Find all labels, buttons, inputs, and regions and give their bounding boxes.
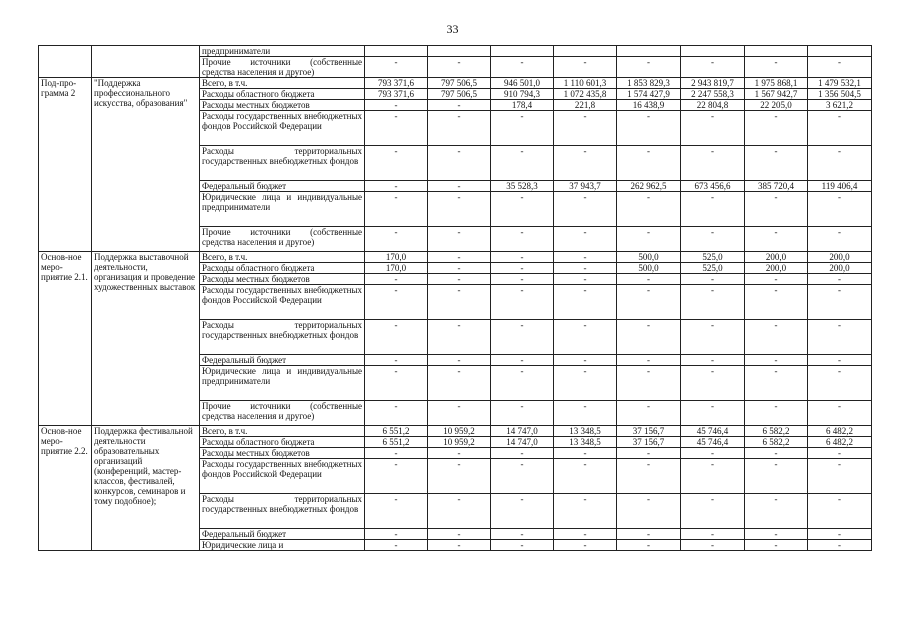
value-cell: 910 794,3 <box>491 89 554 100</box>
value-cell: - <box>745 146 808 181</box>
value-cell: - <box>428 285 491 320</box>
value-cell: - <box>554 274 617 285</box>
value-cell: - <box>808 366 872 401</box>
value-cell: - <box>745 401 808 426</box>
value-cell: - <box>681 494 745 529</box>
value-cell: - <box>617 274 681 285</box>
value-cell: 1 072 435,8 <box>554 89 617 100</box>
value-cell: - <box>554 366 617 401</box>
value-cell: 1 853 829,3 <box>617 78 681 89</box>
value-cell: - <box>554 111 617 146</box>
value-cell: - <box>428 111 491 146</box>
value-cell: 673 456,6 <box>681 181 745 192</box>
value-cell: - <box>745 320 808 355</box>
funding-source-cell: Расходы областного бюджета <box>200 437 365 448</box>
value-cell: 170,0 <box>365 263 428 274</box>
funding-source-cell: Расходы территориальных государственных внебюджетных фондов <box>200 494 365 529</box>
value-cell: - <box>681 401 745 426</box>
value-cell: - <box>491 252 554 263</box>
table-row <box>39 252 872 263</box>
value-cell: - <box>617 227 681 252</box>
value-cell: 500,0 <box>617 252 681 263</box>
value-cell: - <box>365 401 428 426</box>
value-cell: - <box>617 146 681 181</box>
value-cell: 262 962,5 <box>617 181 681 192</box>
value-cell: - <box>428 146 491 181</box>
value-cell: - <box>428 192 491 227</box>
value-cell: - <box>491 111 554 146</box>
value-cell: - <box>428 274 491 285</box>
value-cell: - <box>428 57 491 78</box>
funding-source-cell: Расходы областного бюджета <box>200 89 365 100</box>
funding-source-cell: Расходы местных бюджетов <box>200 448 365 459</box>
value-cell <box>365 46 428 57</box>
value-cell: - <box>745 366 808 401</box>
value-cell: - <box>745 111 808 146</box>
value-cell: - <box>554 540 617 551</box>
value-cell: - <box>681 285 745 320</box>
value-cell: 525,0 <box>681 252 745 263</box>
value-cell: - <box>745 274 808 285</box>
funding-source-cell: Прочие источники (собственные средства населения и другое) <box>200 57 365 78</box>
value-cell: - <box>617 459 681 494</box>
value-cell: - <box>554 192 617 227</box>
value-cell: - <box>365 57 428 78</box>
value-cell: - <box>554 494 617 529</box>
value-cell: 1 975 868,1 <box>745 78 808 89</box>
value-cell: - <box>365 192 428 227</box>
value-cell: 3 621,2 <box>808 100 872 111</box>
funding-source-cell: Юридические лица и индивидуальные предприниматели <box>200 366 365 401</box>
program-code-cell: Под-про-грамма 2 <box>39 78 92 252</box>
value-cell: - <box>681 192 745 227</box>
value-cell: 45 746,4 <box>681 437 745 448</box>
value-cell: - <box>491 274 554 285</box>
value-cell: - <box>554 320 617 355</box>
value-cell: 10 959,2 <box>428 426 491 437</box>
value-cell: - <box>491 540 554 551</box>
value-cell: - <box>428 263 491 274</box>
value-cell: - <box>491 459 554 494</box>
value-cell: - <box>808 192 872 227</box>
value-cell: - <box>681 366 745 401</box>
value-cell: 14 747,0 <box>491 426 554 437</box>
value-cell: - <box>365 100 428 111</box>
value-cell: - <box>617 192 681 227</box>
value-cell: 2 943 819,7 <box>681 78 745 89</box>
value-cell: - <box>745 529 808 540</box>
value-cell <box>428 46 491 57</box>
value-cell: - <box>491 146 554 181</box>
value-cell: - <box>428 320 491 355</box>
value-cell: - <box>808 227 872 252</box>
value-cell: - <box>428 366 491 401</box>
value-cell: 6 582,2 <box>745 437 808 448</box>
value-cell: - <box>681 111 745 146</box>
value-cell: 14 747,0 <box>491 437 554 448</box>
funding-source-cell: Расходы местных бюджетов <box>200 274 365 285</box>
value-cell: - <box>365 285 428 320</box>
value-cell: - <box>681 227 745 252</box>
value-cell: - <box>808 146 872 181</box>
value-cell: 6 551,2 <box>365 437 428 448</box>
value-cell: - <box>428 100 491 111</box>
value-cell: - <box>365 181 428 192</box>
value-cell: - <box>491 227 554 252</box>
value-cell: - <box>681 529 745 540</box>
program-code-cell <box>39 46 92 78</box>
value-cell: - <box>428 459 491 494</box>
value-cell: - <box>554 227 617 252</box>
value-cell: 2 247 558,3 <box>681 89 745 100</box>
value-cell: 1 567 942,7 <box>745 89 808 100</box>
value-cell: - <box>617 540 681 551</box>
value-cell: - <box>808 274 872 285</box>
value-cell: 178,4 <box>491 100 554 111</box>
value-cell: - <box>554 57 617 78</box>
value-cell: - <box>554 355 617 366</box>
funding-source-cell: Расходы местных бюджетов <box>200 100 365 111</box>
value-cell: - <box>617 355 681 366</box>
budget-table <box>38 45 872 551</box>
value-cell: - <box>681 355 745 366</box>
value-cell: - <box>365 459 428 494</box>
value-cell <box>491 46 554 57</box>
value-cell: 1 574 427,9 <box>617 89 681 100</box>
program-name-cell <box>92 46 200 78</box>
value-cell: - <box>365 355 428 366</box>
value-cell <box>681 46 745 57</box>
value-cell: 22 804,8 <box>681 100 745 111</box>
value-cell: - <box>681 459 745 494</box>
value-cell: - <box>491 448 554 459</box>
value-cell: - <box>745 494 808 529</box>
value-cell: - <box>617 529 681 540</box>
value-cell: 37 156,7 <box>617 426 681 437</box>
value-cell: 797 506,5 <box>428 78 491 89</box>
funding-source-cell: Всего, в т.ч. <box>200 78 365 89</box>
value-cell: - <box>491 263 554 274</box>
value-cell: 37 943,7 <box>554 181 617 192</box>
value-cell: - <box>491 285 554 320</box>
value-cell: 22 205,0 <box>745 100 808 111</box>
value-cell: - <box>681 448 745 459</box>
page-number: 33 <box>446 22 459 36</box>
value-cell: - <box>554 146 617 181</box>
value-cell: - <box>554 263 617 274</box>
value-cell: - <box>745 57 808 78</box>
value-cell: - <box>428 448 491 459</box>
value-cell: 13 348,5 <box>554 426 617 437</box>
value-cell: - <box>745 448 808 459</box>
value-cell: - <box>554 459 617 494</box>
value-cell: - <box>681 274 745 285</box>
value-cell: 946 501,0 <box>491 78 554 89</box>
value-cell <box>745 46 808 57</box>
funding-source-cell: предприниматели <box>200 46 365 57</box>
value-cell: 170,0 <box>365 252 428 263</box>
program-name-cell: Поддержка выставочной деятельности, организация и проведение художественных выставок <box>92 252 200 426</box>
value-cell: - <box>365 111 428 146</box>
value-cell: 200,0 <box>745 252 808 263</box>
value-cell: - <box>617 366 681 401</box>
value-cell: - <box>491 57 554 78</box>
value-cell: - <box>365 146 428 181</box>
value-cell: 10 959,2 <box>428 437 491 448</box>
value-cell: - <box>681 146 745 181</box>
value-cell: - <box>808 320 872 355</box>
value-cell <box>617 46 681 57</box>
value-cell: - <box>365 540 428 551</box>
value-cell <box>808 46 872 57</box>
value-cell: - <box>428 529 491 540</box>
value-cell: - <box>428 252 491 263</box>
funding-source-cell: Федеральный бюджет <box>200 529 365 540</box>
value-cell: 200,0 <box>808 263 872 274</box>
program-name-cell: "Поддержка профессионального искусства, образования" <box>92 78 200 252</box>
value-cell: 1 356 504,5 <box>808 89 872 100</box>
value-cell: 793 371,6 <box>365 89 428 100</box>
value-cell: - <box>491 355 554 366</box>
value-cell: - <box>554 285 617 320</box>
value-cell: - <box>365 529 428 540</box>
value-cell <box>554 46 617 57</box>
value-cell: - <box>617 401 681 426</box>
value-cell: - <box>681 540 745 551</box>
value-cell: - <box>491 494 554 529</box>
value-cell: 793 371,6 <box>365 78 428 89</box>
value-cell: - <box>617 320 681 355</box>
funding-source-cell: Расходы государственных внебюджетных фондов Российской Федерации <box>200 285 365 320</box>
value-cell: - <box>617 494 681 529</box>
table-row <box>39 78 872 89</box>
value-cell: - <box>745 459 808 494</box>
funding-source-cell: Юридические лица и индивидуальные предприниматели <box>200 192 365 227</box>
value-cell: - <box>428 494 491 529</box>
value-cell: - <box>428 227 491 252</box>
value-cell: - <box>428 181 491 192</box>
value-cell: 797 506,5 <box>428 89 491 100</box>
program-code-cell: Основ-ное меро-приятие 2.1. <box>39 252 92 426</box>
value-cell: - <box>745 355 808 366</box>
value-cell: - <box>365 494 428 529</box>
value-cell: 16 438,9 <box>617 100 681 111</box>
value-cell: - <box>808 494 872 529</box>
value-cell: - <box>491 366 554 401</box>
value-cell: - <box>365 366 428 401</box>
funding-source-cell: Расходы территориальных государственных внебюджетных фондов <box>200 320 365 355</box>
funding-source-cell: Прочие источники (собственные средства населения и другое) <box>200 227 365 252</box>
value-cell: - <box>745 540 808 551</box>
value-cell: - <box>681 57 745 78</box>
funding-source-cell: Расходы государственных внебюджетных фондов Российской Федерации <box>200 459 365 494</box>
value-cell: 6 551,2 <box>365 426 428 437</box>
value-cell: 221,8 <box>554 100 617 111</box>
value-cell: - <box>808 111 872 146</box>
value-cell: - <box>428 355 491 366</box>
value-cell: 1 110 601,3 <box>554 78 617 89</box>
value-cell: - <box>808 285 872 320</box>
value-cell: - <box>745 285 808 320</box>
value-cell: - <box>428 540 491 551</box>
value-cell: - <box>491 320 554 355</box>
value-cell: - <box>428 401 491 426</box>
funding-source-cell: Федеральный бюджет <box>200 181 365 192</box>
value-cell: - <box>491 401 554 426</box>
value-cell: - <box>617 57 681 78</box>
value-cell: 35 528,3 <box>491 181 554 192</box>
funding-source-cell: Федеральный бюджет <box>200 355 365 366</box>
table-row <box>39 46 872 57</box>
value-cell: - <box>617 285 681 320</box>
value-cell: - <box>808 355 872 366</box>
value-cell: - <box>365 448 428 459</box>
value-cell: - <box>745 227 808 252</box>
value-cell: 6 582,2 <box>745 426 808 437</box>
value-cell: - <box>808 529 872 540</box>
funding-source-cell: Расходы территориальных государственных внебюджетных фондов <box>200 146 365 181</box>
value-cell: - <box>808 459 872 494</box>
value-cell: 13 348,5 <box>554 437 617 448</box>
funding-source-cell: Всего, в т.ч. <box>200 252 365 263</box>
value-cell: 119 406,4 <box>808 181 872 192</box>
value-cell: - <box>365 320 428 355</box>
funding-source-cell: Всего, в т.ч. <box>200 426 365 437</box>
value-cell: - <box>554 252 617 263</box>
program-name-cell: Поддержка фестивальной деятельности образовательных организаций (конференций, мастер-классов, фестивалей, конкурсов, семинаров и тому подобное); <box>92 426 200 551</box>
value-cell: 6 482,2 <box>808 426 872 437</box>
value-cell: 200,0 <box>745 263 808 274</box>
value-cell: - <box>681 320 745 355</box>
value-cell: 1 479 532,1 <box>808 78 872 89</box>
value-cell: - <box>617 111 681 146</box>
value-cell: 45 746,4 <box>681 426 745 437</box>
table-row <box>39 426 872 437</box>
value-cell: 525,0 <box>681 263 745 274</box>
value-cell: - <box>491 529 554 540</box>
funding-source-cell: Расходы государственных внебюджетных фондов Российской Федерации <box>200 111 365 146</box>
value-cell: - <box>365 227 428 252</box>
funding-source-cell: Юридические лица и <box>200 540 365 551</box>
value-cell: - <box>617 448 681 459</box>
program-code-cell: Основ-ное меро-приятие 2.2. <box>39 426 92 551</box>
value-cell: - <box>808 57 872 78</box>
value-cell: 37 156,7 <box>617 437 681 448</box>
value-cell: - <box>808 401 872 426</box>
value-cell: 200,0 <box>808 252 872 263</box>
value-cell: - <box>365 274 428 285</box>
value-cell: 500,0 <box>617 263 681 274</box>
value-cell: - <box>554 529 617 540</box>
value-cell: - <box>808 448 872 459</box>
value-cell: - <box>745 192 808 227</box>
value-cell: - <box>808 540 872 551</box>
value-cell: - <box>491 192 554 227</box>
funding-source-cell: Расходы областного бюджета <box>200 263 365 274</box>
value-cell: - <box>554 448 617 459</box>
value-cell: 6 482,2 <box>808 437 872 448</box>
funding-source-cell: Прочие источники (собственные средства населения и другое) <box>200 401 365 426</box>
value-cell: - <box>554 401 617 426</box>
value-cell: 385 720,4 <box>745 181 808 192</box>
